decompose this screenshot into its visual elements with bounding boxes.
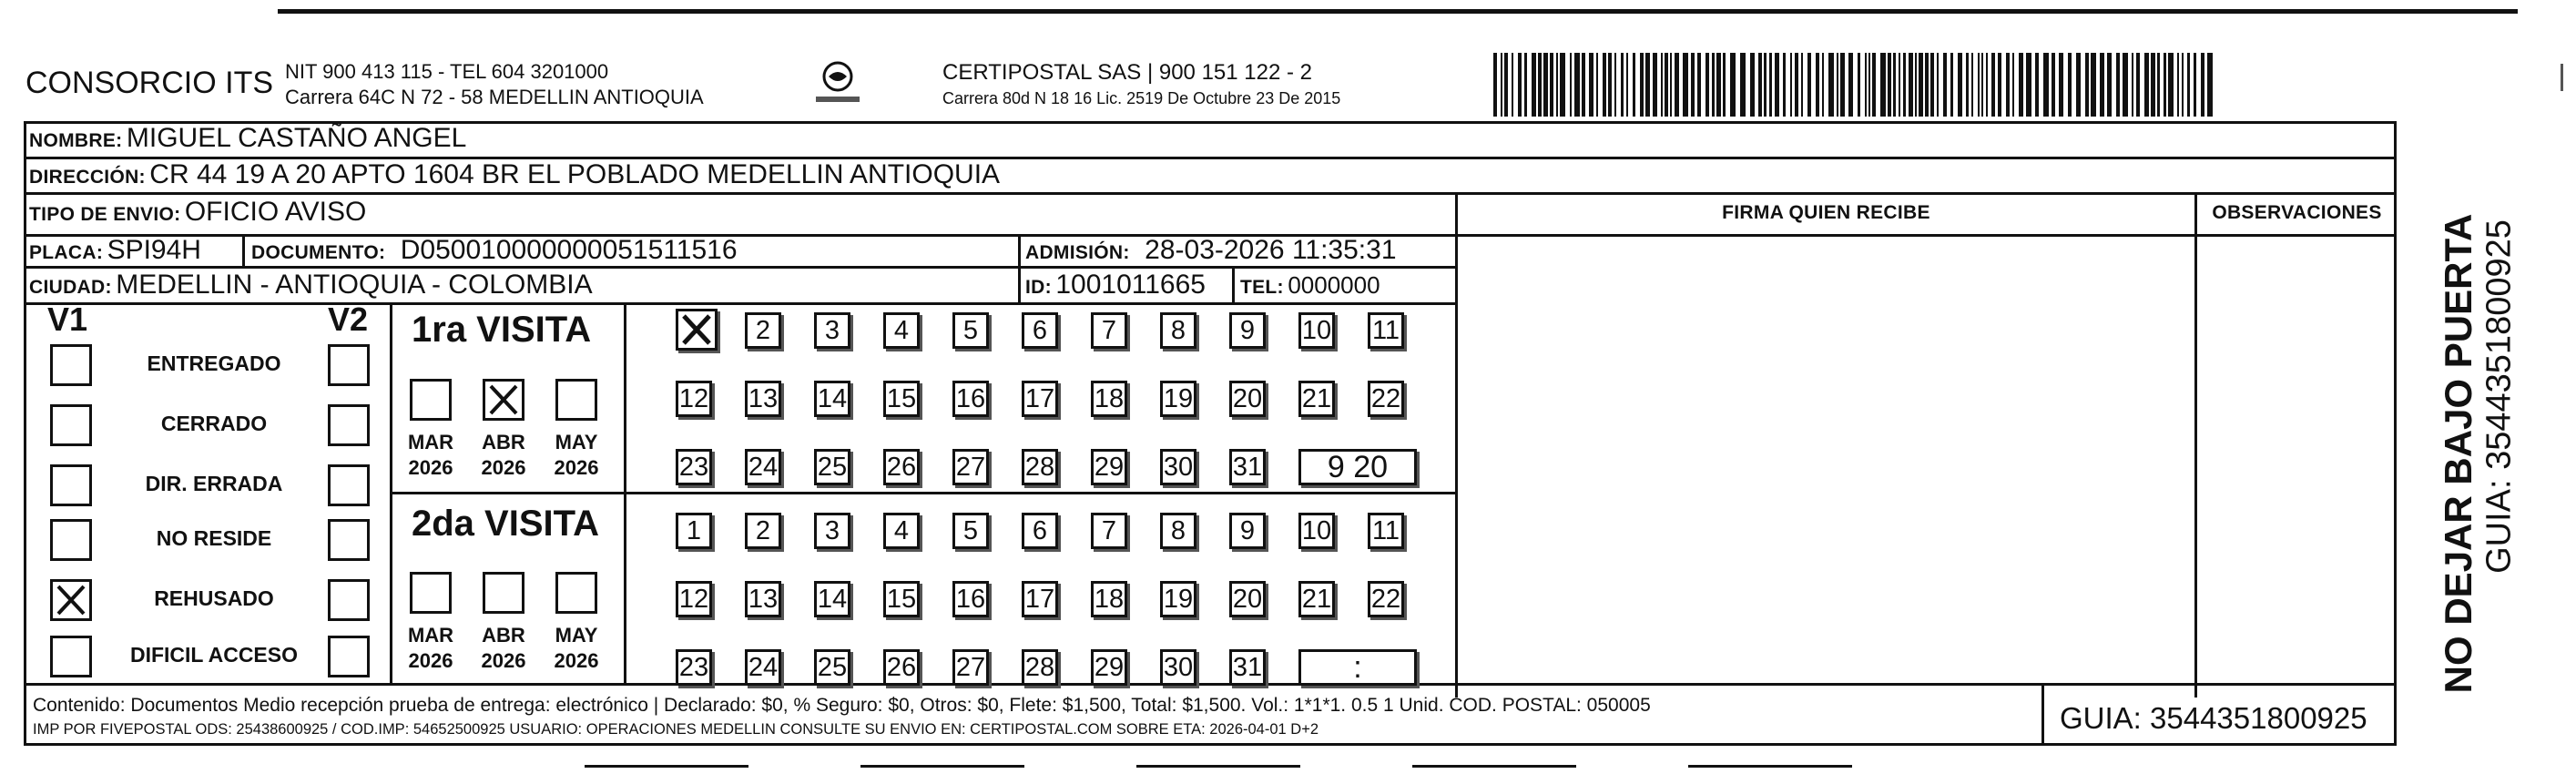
- day-cell[interactable]: 4: [883, 513, 920, 549]
- direccion-row: [29, 159, 1000, 190]
- footer-imp: IMP POR FIVEPOSTAL ODS: 25438600925 / COD.IMP: 54652500925 USUARIO: OPERACIONES MEDELLIN CONSULTE SU ENVIO EN: CERTIPOSTAL.COM SOBRE ETA: 2026-04-01 D+2: [33, 721, 1319, 738]
- firma-label: FIRMA QUIEN RECIBE: [1722, 202, 1930, 223]
- month-year: 2026: [554, 456, 599, 479]
- day-cell[interactable]: 20: [1229, 581, 1266, 617]
- day-cell[interactable]: 29: [1091, 449, 1127, 485]
- month-checkbox[interactable]: [555, 572, 597, 614]
- tipo-row: [29, 197, 366, 228]
- day-cell[interactable]: 17: [1022, 381, 1058, 417]
- col-line: [2041, 683, 2044, 746]
- day-cell[interactable]: 22: [1368, 381, 1404, 417]
- status-option-label: NO RESIDE: [156, 526, 272, 550]
- day-cell[interactable]: 30: [1160, 649, 1196, 686]
- footer-contenido: Contenido: Documentos Medio recepción prueba de entrega: electrónico | Declarado: $0, % Seguro: $0, Otros: $0, Flete: $1,500, Total: $1,500. Vol.: 1*1*1. 0.5 1 Unid. COD. POSTAL: 050005: [33, 695, 1651, 716]
- placa-label: PLACA:: [29, 242, 104, 263]
- row-line: [390, 492, 1457, 494]
- day-cell[interactable]: 28: [1022, 649, 1058, 686]
- nombre-row: [29, 123, 466, 154]
- admision-label: ADMISIÓN:: [1025, 242, 1130, 263]
- day-cell[interactable]: 10: [1298, 312, 1335, 349]
- day-cell[interactable]: 22: [1368, 581, 1404, 617]
- postal-address: Carrera 80d N 18 16 Lic. 2519 De Octubre 23 De 2015: [942, 89, 1341, 107]
- month-year: 2026: [481, 649, 526, 672]
- month-year: 2026: [554, 649, 599, 672]
- postal-company: CERTIPOSTAL SAS | 900 151 122 - 2: [942, 60, 1312, 85]
- id-row: [1025, 270, 1206, 300]
- day-cell[interactable]: 20: [1229, 381, 1266, 417]
- v2-checkbox[interactable]: [328, 636, 370, 677]
- day-cell[interactable]: 14: [814, 581, 850, 617]
- first-visit-title: 1ra VISITA: [412, 310, 592, 350]
- documento-label: DOCUMENTO:: [251, 242, 386, 263]
- day-cell[interactable]: 3: [814, 513, 850, 549]
- second-visit-title: 2da VISITA: [412, 504, 599, 544]
- day-cell[interactable]: 8: [1160, 513, 1196, 549]
- company-address: Carrera 64C N 72 - 58 MEDELLIN ANTIOQUIA: [285, 86, 704, 108]
- status-option-label: DIR. ERRADA: [145, 472, 283, 495]
- day-cell[interactable]: 17: [1022, 581, 1058, 617]
- row-line: [24, 302, 1457, 305]
- month-label: ABR: [482, 624, 525, 647]
- row-line: [24, 266, 1457, 269]
- direccion-value: CR 44 19 A 20 APTO 1604 BR EL POBLADO MEDELLIN ANTIOQUIA: [149, 159, 1001, 189]
- day-cell[interactable]: 6: [1022, 513, 1058, 549]
- day-cell[interactable]: 16: [952, 381, 989, 417]
- day-cell[interactable]: 1: [676, 513, 712, 549]
- v2-checkbox[interactable]: [328, 519, 370, 561]
- company-nit: NIT 900 413 115 - TEL 604 3201000: [285, 60, 609, 83]
- day-cell[interactable]: [676, 309, 718, 351]
- month-label: MAR: [407, 431, 454, 453]
- v1-checkbox[interactable]: [50, 404, 92, 446]
- top-rule: [278, 9, 2518, 14]
- day-cell[interactable]: 15: [883, 381, 920, 417]
- side-warning: NO DEJAR BAJO PUERTA: [2437, 213, 2479, 694]
- status-option-label: REHUSADO: [154, 586, 274, 610]
- day-cell[interactable]: 2: [745, 312, 781, 349]
- v1-label: V1: [47, 300, 88, 338]
- bottom-dash: [860, 765, 1024, 768]
- day-cell[interactable]: 19: [1160, 381, 1196, 417]
- admision-value: 28-03-2026 11:35:31: [1145, 235, 1397, 265]
- observaciones-label: OBSERVACIONES: [2212, 202, 2382, 223]
- v2-checkbox[interactable]: [328, 464, 370, 506]
- documento-row: [251, 235, 738, 266]
- certipostal-logo-icon: [810, 58, 865, 113]
- day-cell[interactable]: 9: [1229, 312, 1266, 349]
- nombre-value: MIGUEL CASTAÑO ANGEL: [126, 123, 467, 153]
- day-cell[interactable]: 30: [1160, 449, 1196, 485]
- right-edge-mark: [2561, 64, 2563, 91]
- day-cell[interactable]: 13: [745, 381, 781, 417]
- tel-row: [1240, 271, 1380, 300]
- v2-checkbox[interactable]: [328, 404, 370, 446]
- col-line: [1232, 266, 1235, 304]
- id-value: 1001011665: [1055, 270, 1206, 300]
- month-label: ABR: [482, 431, 525, 453]
- month-year: 2026: [408, 456, 453, 479]
- day-cell[interactable]: 25: [814, 449, 850, 485]
- col-line: [2194, 192, 2197, 698]
- day-cell[interactable]: 26: [883, 449, 920, 485]
- placa-value: SPI94H: [107, 235, 201, 265]
- ciudad-row: [29, 270, 593, 300]
- day-cell[interactable]: 23: [676, 649, 712, 686]
- footer-guia: GUIA: 3544351800925: [2060, 701, 2367, 735]
- month-checkbox[interactable]: [555, 379, 597, 421]
- v1-checkbox[interactable]: [50, 636, 92, 677]
- bottom-dash: [585, 765, 748, 768]
- ciudad-value: MEDELLIN - ANTIOQUIA - COLOMBIA: [116, 270, 593, 300]
- status-option-label: CERRADO: [160, 412, 268, 435]
- status-option-label: ENTREGADO: [147, 351, 281, 375]
- direccion-label: DIRECCIÓN:: [29, 167, 146, 188]
- day-cell[interactable]: 26: [883, 649, 920, 686]
- day-cell[interactable]: 18: [1091, 581, 1127, 617]
- col-line: [242, 234, 245, 268]
- day-cell[interactable]: 9: [1229, 513, 1266, 549]
- day-cell[interactable]: 27: [952, 649, 989, 686]
- month-checkbox[interactable]: [483, 379, 524, 421]
- placa-row: [29, 235, 201, 266]
- v2-label: V2: [328, 300, 369, 338]
- side-guia: GUIA: 3544351800925: [2479, 219, 2519, 574]
- v2-checkbox[interactable]: [328, 579, 370, 621]
- day-cell[interactable]: 11: [1368, 312, 1404, 349]
- day-cell[interactable]: 3: [814, 312, 850, 349]
- month-year: 2026: [481, 456, 526, 479]
- day-cell[interactable]: 5: [952, 513, 989, 549]
- month-label: MAR: [407, 624, 454, 647]
- ciudad-label: CIUDAD:: [29, 277, 112, 298]
- day-cell[interactable]: 25: [814, 649, 850, 686]
- status-option-label: DIFICIL ACCESO: [129, 643, 298, 667]
- day-cell[interactable]: 29: [1091, 649, 1127, 686]
- bottom-dash: [1136, 765, 1300, 768]
- v1-checkbox[interactable]: [50, 579, 92, 621]
- company-name: CONSORCIO ITS: [25, 66, 274, 100]
- tipo-value: OFICIO AVISO: [184, 197, 367, 227]
- day-cell[interactable]: 24: [745, 449, 781, 485]
- day-cell[interactable]: 8: [1160, 312, 1196, 349]
- month-checkbox[interactable]: [410, 379, 452, 421]
- admision-row: [1025, 235, 1397, 266]
- tipo-label: TIPO DE ENVIO:: [29, 204, 181, 225]
- day-cell[interactable]: 16: [952, 581, 989, 617]
- day-cell[interactable]: 14: [814, 381, 850, 417]
- month-label: MAY: [555, 624, 598, 647]
- day-cell[interactable]: 13: [745, 581, 781, 617]
- day-cell[interactable]: 31: [1229, 449, 1266, 485]
- day-cell[interactable]: 12: [676, 581, 712, 617]
- nombre-label: NOMBRE:: [29, 130, 123, 151]
- day-cell[interactable]: 21: [1298, 581, 1335, 617]
- day-cell[interactable]: 27: [952, 449, 989, 485]
- bottom-dash: [1688, 765, 1852, 768]
- month-year: 2026: [408, 649, 453, 672]
- day-cell[interactable]: 31: [1229, 649, 1266, 686]
- day-cell[interactable]: 23: [676, 449, 712, 485]
- day-cell[interactable]: 12: [676, 381, 712, 417]
- id-label: ID:: [1025, 277, 1052, 298]
- v2-checkbox[interactable]: [328, 344, 370, 386]
- day-cell[interactable]: 6: [1022, 312, 1058, 349]
- col-line: [1018, 234, 1021, 304]
- day-cell[interactable]: 2: [745, 513, 781, 549]
- day-cell[interactable]: 7: [1091, 312, 1127, 349]
- documento-value: D050010000000051511516: [400, 235, 738, 265]
- row-line: [24, 192, 2397, 195]
- v1-checkbox[interactable]: [50, 464, 92, 506]
- barcode-icon: [1493, 53, 2222, 117]
- month-checkbox[interactable]: [410, 572, 452, 614]
- month-checkbox[interactable]: [483, 572, 524, 614]
- day-cell[interactable]: 24: [745, 649, 781, 686]
- day-cell[interactable]: 15: [883, 581, 920, 617]
- day-cell[interactable]: 28: [1022, 449, 1058, 485]
- tel-value: 0000000: [1288, 271, 1380, 299]
- day-cell[interactable]: 11: [1368, 513, 1404, 549]
- bottom-dash: [1412, 765, 1576, 768]
- day-cell[interactable]: 21: [1298, 381, 1335, 417]
- day-cell[interactable]: 19: [1160, 581, 1196, 617]
- time-field[interactable]: :: [1298, 649, 1417, 686]
- time-field[interactable]: 9 20: [1298, 449, 1417, 485]
- day-cell[interactable]: 4: [883, 312, 920, 349]
- day-cell[interactable]: 18: [1091, 381, 1127, 417]
- day-cell[interactable]: 7: [1091, 513, 1127, 549]
- day-cell[interactable]: 5: [952, 312, 989, 349]
- tel-label: TEL:: [1240, 277, 1284, 298]
- day-cell[interactable]: 10: [1298, 513, 1335, 549]
- v1-checkbox[interactable]: [50, 519, 92, 561]
- month-label: MAY: [555, 431, 598, 453]
- v1-checkbox[interactable]: [50, 344, 92, 386]
